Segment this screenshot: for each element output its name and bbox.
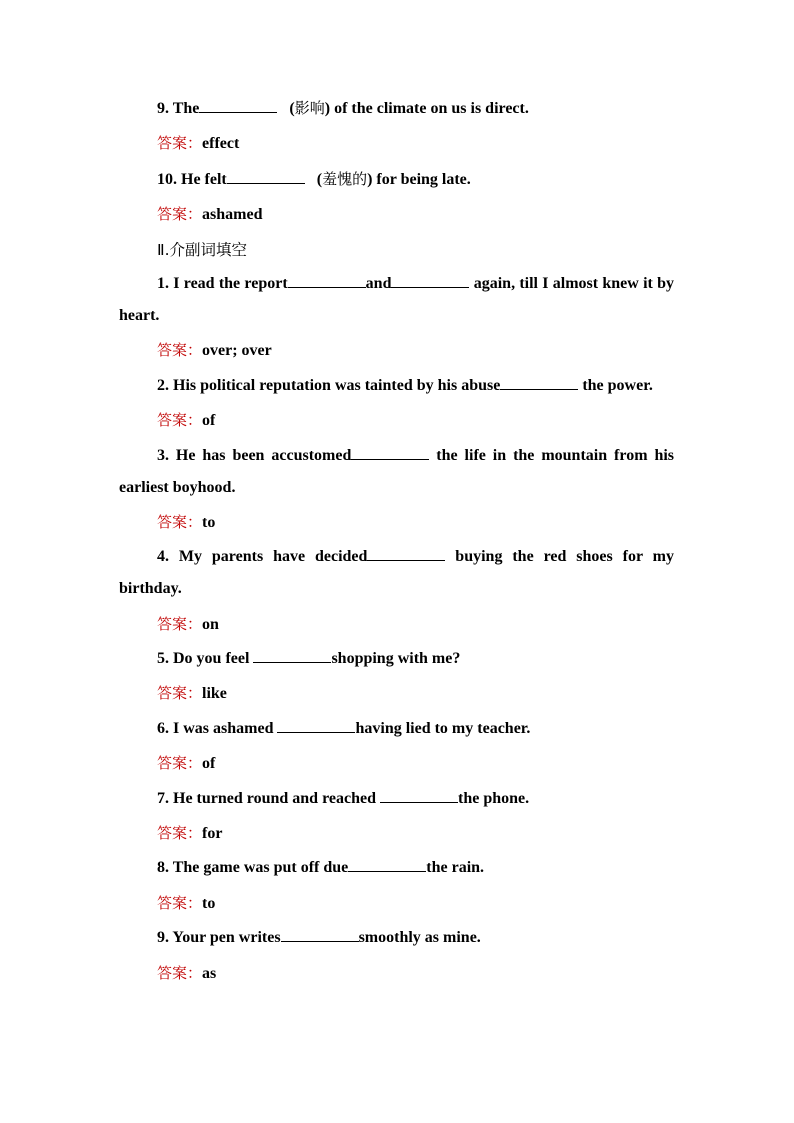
question-text: 6. I was ashamed [157, 719, 278, 737]
answer-blank [380, 788, 458, 803]
question-text: 1. I read the report [157, 274, 288, 292]
answer-blank [367, 546, 445, 561]
question-8 [119, 852, 674, 884]
answer-label: 答案： [157, 411, 203, 430]
question-text-tail: the phone. [458, 789, 530, 807]
answer-value: to [202, 894, 216, 912]
answer-label: 答案： [157, 824, 203, 843]
answer-value: like [202, 685, 227, 703]
answer-value: for [202, 825, 223, 843]
question-text-tail: the power. [578, 376, 653, 394]
answer-label: 答案： [157, 684, 203, 703]
answer-blank [199, 98, 277, 113]
question-text-tail: again, till I almost knew it by heart. [119, 274, 675, 324]
question-2 [119, 370, 674, 402]
answer-line [119, 887, 674, 920]
question-text-tail: ) of the climate on us is direct. [324, 100, 529, 117]
answer-value: on [202, 615, 219, 633]
question-6 [119, 713, 674, 745]
section-title: Ⅱ.介副词填空 [157, 240, 248, 259]
question-text: 2. His political reputation was tainted by his abuse [157, 376, 501, 394]
question-text: 8. The game was put off due [157, 859, 349, 877]
answer-label: 答案： [157, 754, 203, 773]
answer-line [119, 677, 674, 710]
answer-label: 答案： [157, 893, 203, 912]
answer-line [119, 506, 674, 539]
hint-open: ( [316, 170, 323, 188]
answer-value: to [202, 513, 216, 531]
question-text: 3. He has been accustomed [157, 446, 352, 464]
question-text: 7. He turned round and reached [157, 789, 380, 807]
question-7 [119, 783, 674, 815]
question-4 [119, 541, 674, 605]
answer-value: over; over [202, 342, 272, 360]
question-text-mid: and [365, 274, 392, 292]
answer-line [119, 404, 674, 437]
answer-line [119, 957, 674, 990]
question-10 [119, 163, 674, 196]
answer-value: of [202, 755, 216, 773]
answer-blank [500, 375, 578, 390]
answer-blank [253, 648, 331, 663]
question-9 [119, 92, 674, 125]
answer-value: effect [202, 135, 240, 153]
answer-label: 答案： [157, 205, 203, 224]
question-text: 9. Your pen writes [157, 929, 281, 947]
answer-blank [227, 169, 305, 184]
question-text-tail: shopping with me? [331, 650, 461, 668]
question-3 [119, 440, 674, 504]
question-text: 9. The [157, 100, 200, 117]
answer-value: of [202, 412, 216, 430]
answer-label: 答案： [157, 963, 203, 982]
answer-line [119, 608, 674, 641]
answer-label: 答案： [157, 614, 203, 633]
answer-line [119, 127, 674, 160]
answer-blank [281, 927, 359, 942]
question-text: 4. My parents have decided [157, 548, 368, 566]
answer-line [119, 747, 674, 780]
question-text-tail: buying the red shoes for my birthday. [119, 548, 674, 598]
answer-line [119, 334, 674, 367]
answer-label: 答案： [157, 341, 203, 360]
answer-blank [348, 857, 426, 872]
exercise-content [119, 92, 674, 992]
question-text-tail: having lied to my teacher. [355, 719, 531, 737]
answer-blank [288, 273, 366, 288]
answer-blank [391, 273, 469, 288]
question-text-tail: ) for being late. [367, 170, 471, 188]
answer-blank [277, 718, 355, 733]
chinese-hint: 羞愧的 [322, 169, 368, 188]
answer-blank [351, 445, 429, 460]
question-text-tail: the rain. [426, 859, 485, 877]
chinese-hint: 影响 [294, 99, 325, 117]
question-text-tail: smoothly as mine. [358, 929, 481, 947]
question-9b [119, 922, 674, 954]
answer-value: ashamed [202, 206, 263, 224]
question-5 [119, 643, 674, 675]
question-text: 5. Do you feel [157, 650, 254, 668]
question-text-tail: the life in the mountain from his earliest boyhood. [119, 446, 675, 496]
answer-line [119, 817, 674, 850]
question-text: 10. He felt [157, 170, 227, 188]
answer-value: as [202, 964, 217, 982]
question-1 [119, 268, 674, 332]
answer-label: 答案： [157, 512, 203, 531]
hint-open: ( [289, 100, 295, 117]
answer-label: 答案： [157, 134, 203, 153]
answer-line [119, 198, 674, 231]
